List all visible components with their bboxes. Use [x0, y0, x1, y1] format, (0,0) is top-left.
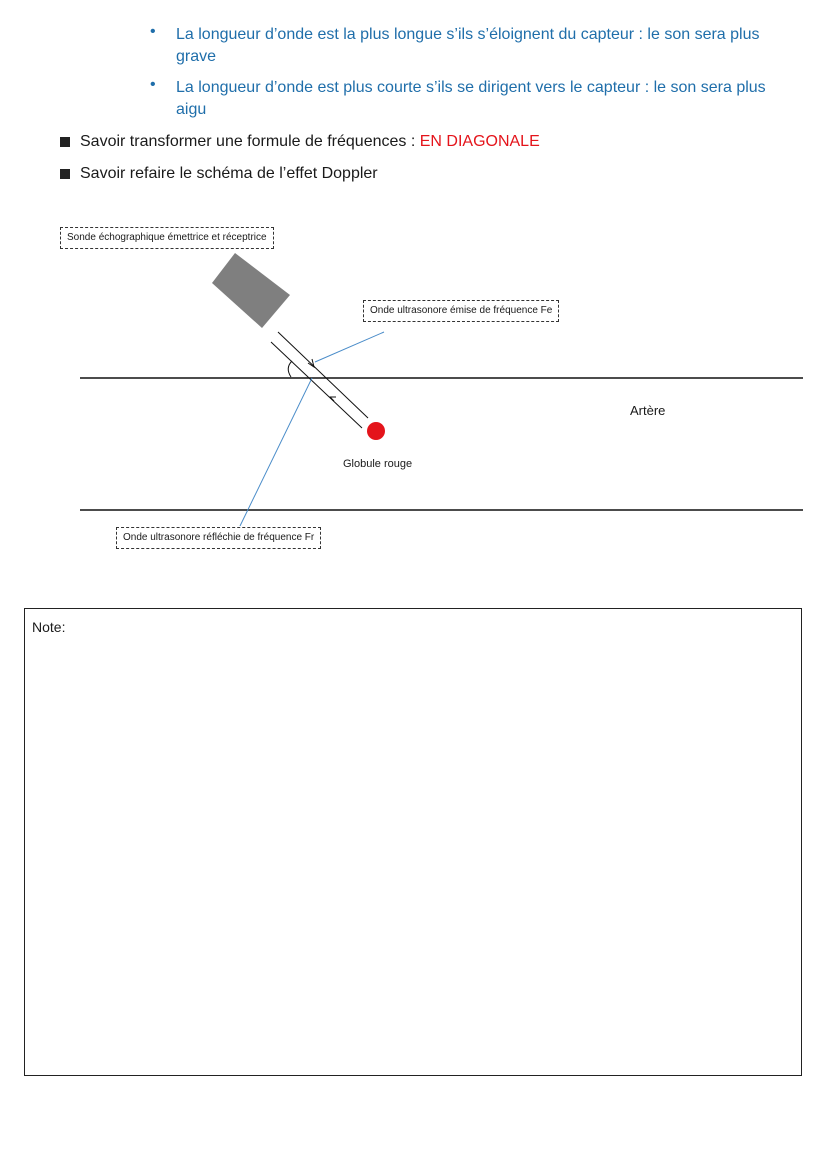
square-bullet-icon — [60, 137, 70, 147]
emitted-wave-label: Onde ultrasonore émise de fréquence Fe — [363, 300, 559, 322]
reflected-pointer-line — [240, 378, 312, 526]
sub-bullet-2 — [150, 77, 800, 121]
sub-bullet-text: La longueur d’onde est la plus longue s’ils s’éloignent du capteur : le son sera plus grave — [176, 26, 760, 65]
reflected-beam-line — [271, 342, 362, 428]
sub-bullet-text: La longueur d’onde est plus courte s’ils se dirigent vers le capteur : le son sera plus aigu — [176, 79, 766, 118]
probe-label: Sonde échographique émettrice et réceptrice — [60, 227, 274, 249]
main-bullet-text: Savoir transformer une formule de fréquences : — [80, 133, 420, 150]
reflected-wave-label: Onde ultrasonore réfléchie de fréquence Fr — [116, 527, 321, 549]
bullet-dot-icon: • — [150, 23, 156, 40]
note-label: Note: — [32, 619, 66, 635]
red-blood-cell — [367, 422, 385, 440]
main-bullet-text: Savoir refaire le schéma de l’effet Doppler — [80, 165, 378, 182]
note-box — [24, 608, 802, 1076]
red-cell-label: Globule rouge — [343, 458, 413, 470]
doppler-svg — [0, 220, 828, 560]
emitted-pointer-line — [315, 332, 384, 362]
doppler-diagram — [0, 220, 828, 560]
sub-bullet-1 — [150, 24, 800, 68]
highlight-text: EN DIAGONALE — [419, 133, 540, 150]
main-bullet-2 — [60, 163, 378, 185]
angle-arc-icon — [288, 361, 292, 377]
probe-shape — [212, 253, 290, 328]
main-bullet-1 — [60, 131, 540, 153]
square-bullet-icon — [60, 169, 70, 179]
bullet-dot-icon: • — [150, 76, 156, 93]
artery-label: Artère — [630, 403, 666, 418]
